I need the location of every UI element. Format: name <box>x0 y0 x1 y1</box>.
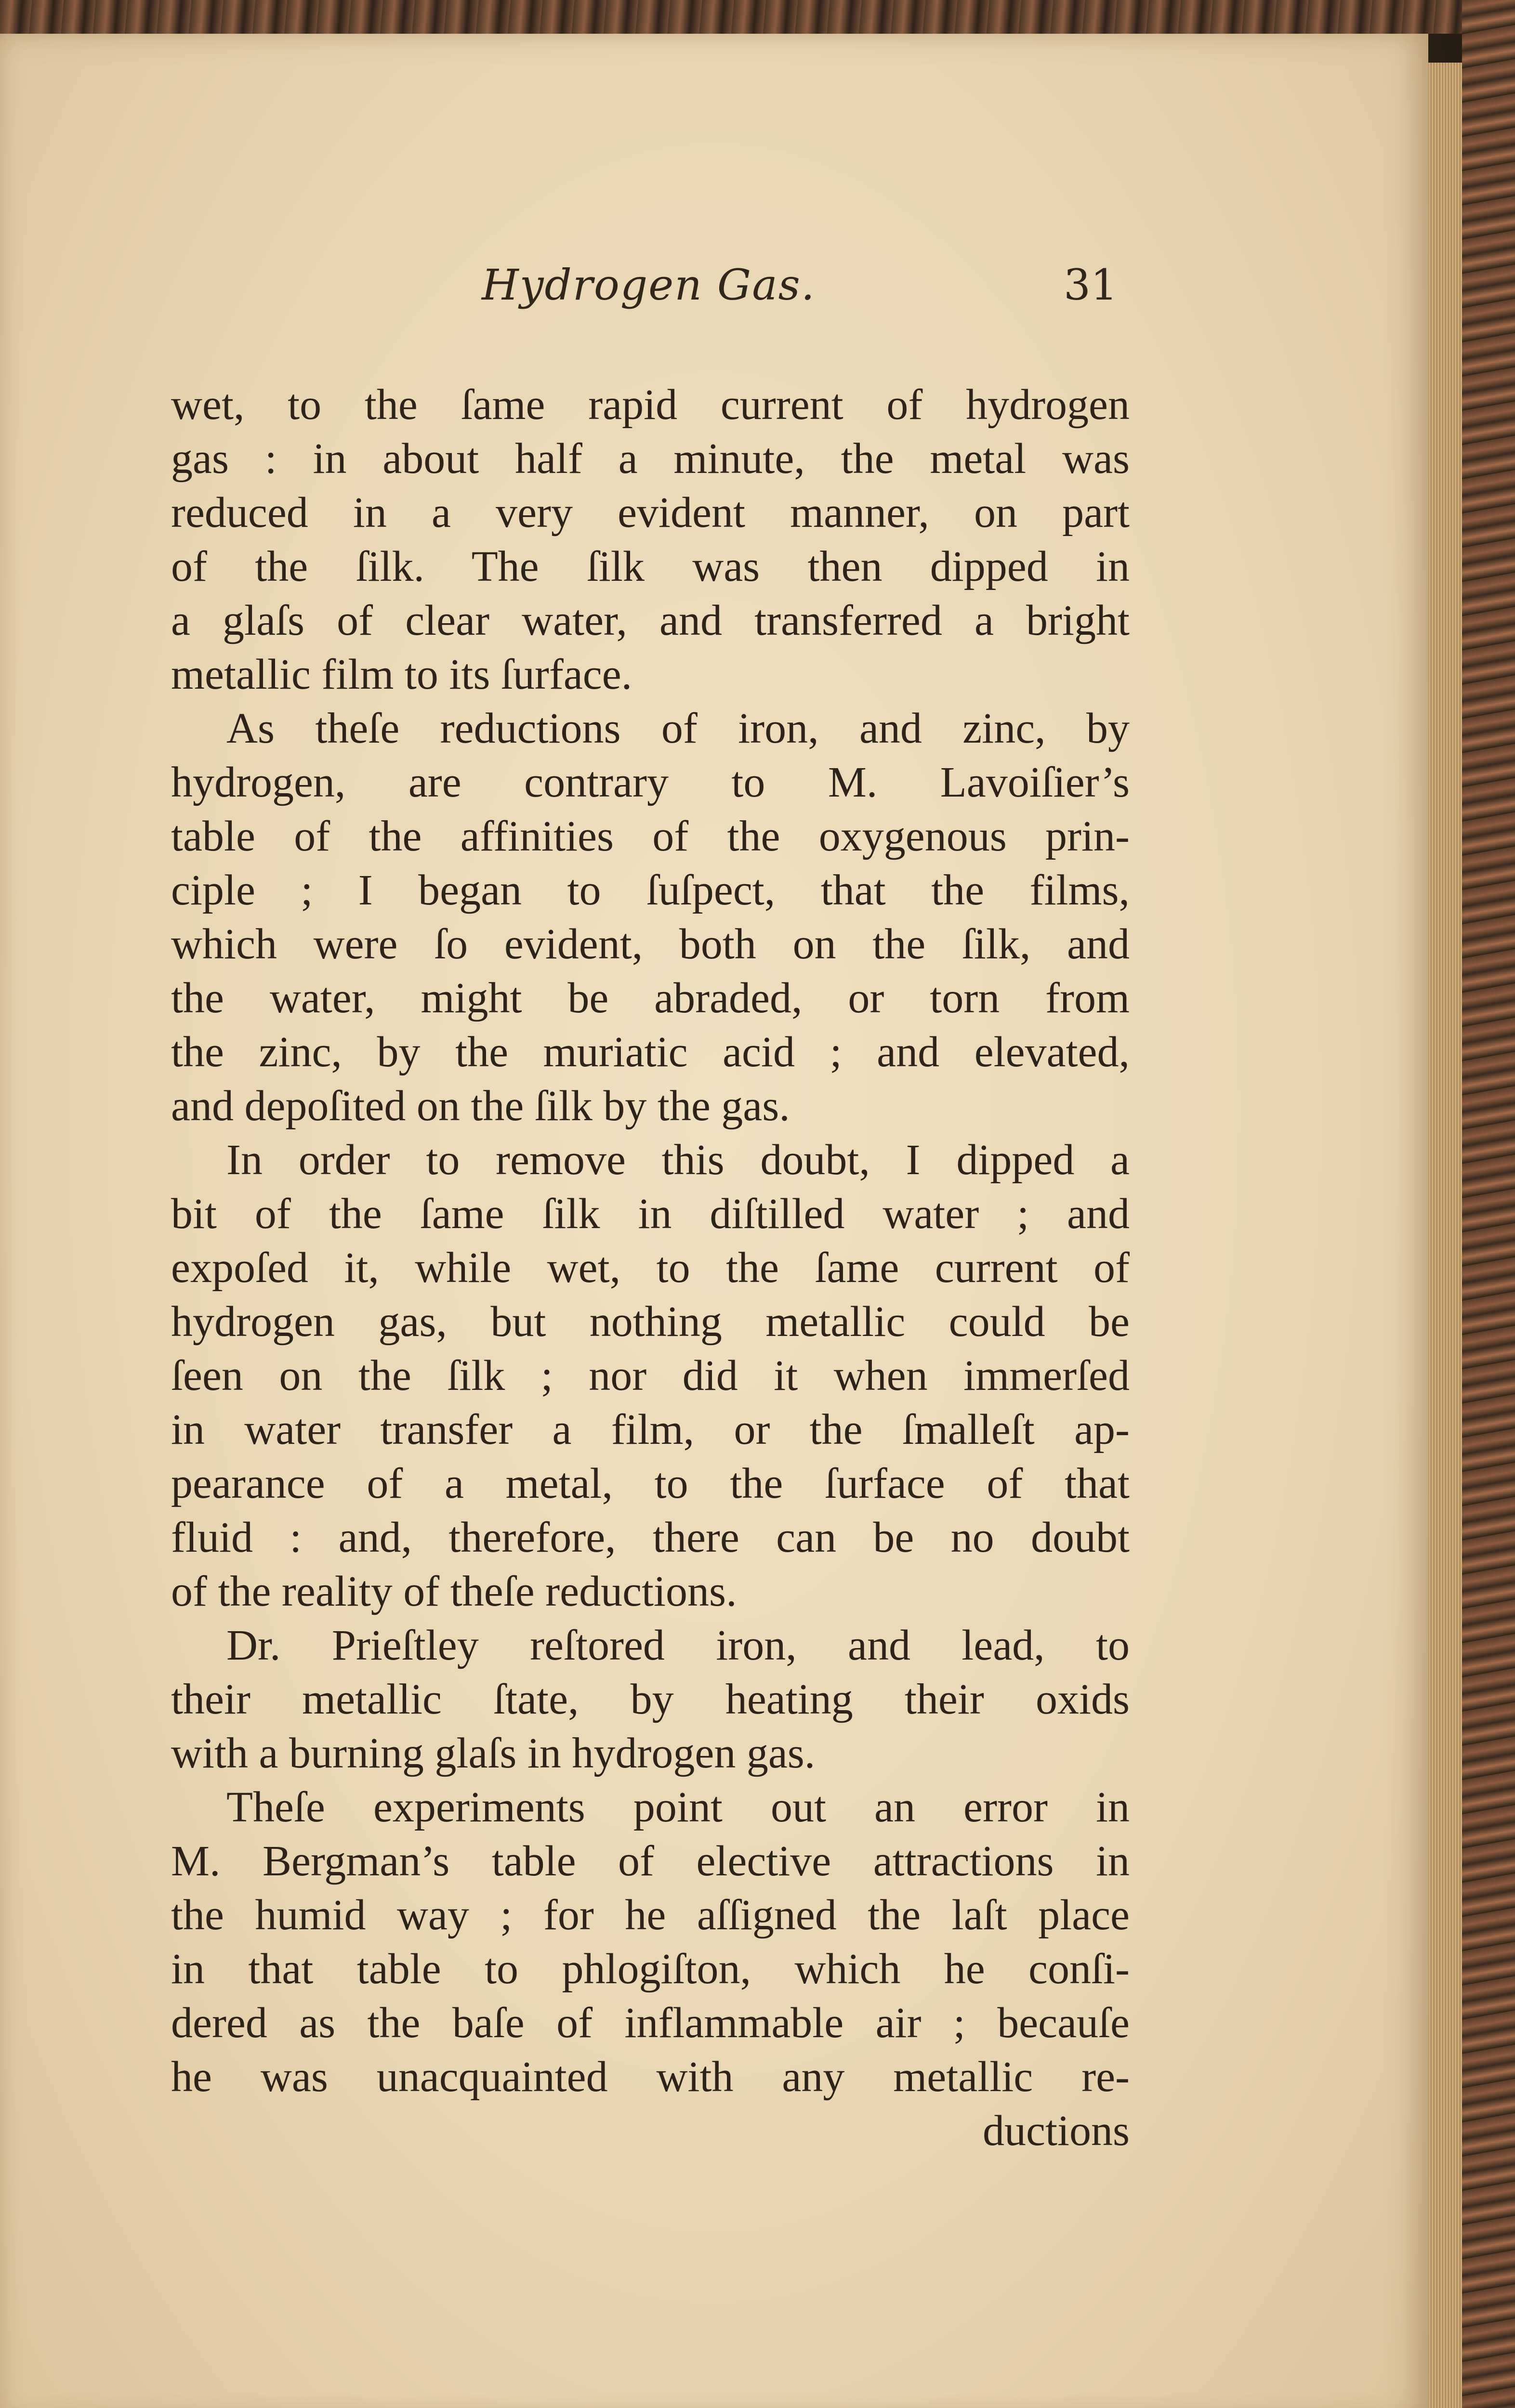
catchword: ductions <box>983 2107 1130 2155</box>
text-line: reduced in a very evident manner, on part <box>171 489 1130 537</box>
text-line: he was unacquainted with any metallic re- <box>171 2053 1130 2101</box>
text-line: ſeen on the ſilk ; nor did it when immerſed <box>171 1352 1130 1400</box>
text-line: the water, might be abraded, or torn from <box>171 974 1130 1022</box>
text-line: gas : in about half a minute, the metal was <box>171 435 1130 483</box>
text-line: bit of the ſame ſilk in diſtilled water ; and <box>171 1190 1130 1238</box>
text-line: expoſed it, while wet, to the ſame current of <box>171 1244 1130 1292</box>
text-line: table of the affinities of the oxygenous prin- <box>171 812 1130 860</box>
page-number: 31 <box>1064 260 1118 310</box>
text-line: in water transfer a film, or the ſmalleſt ap- <box>171 1406 1130 1453</box>
text-line: wet, to the ſame rapid current of hydrogen <box>171 381 1130 429</box>
text-line: the humid way ; for he aſſigned the laſt place <box>171 1891 1130 1939</box>
marbled-board-top <box>0 0 1515 34</box>
text-line: metallic film to its ſurface. <box>171 651 632 698</box>
text-line: their metallic ſtate, by heating their oxids <box>171 1675 1130 1723</box>
text-line: Theſe experiments point out an error in <box>226 1783 1130 1831</box>
text-line: with a burning glaſs in hydrogen gas. <box>171 1729 816 1777</box>
text-line: the zinc, by the muriatic acid ; and elevated, <box>171 1028 1130 1076</box>
text-line: of the ſilk. The ſilk was then dipped in <box>171 543 1130 590</box>
text-line: ciple ; I began to ſuſpect, that the films, <box>171 866 1130 914</box>
body-text <box>171 378 1130 2158</box>
text-line: in that table to phlogiſton, which he conſi- <box>171 1945 1130 1993</box>
text-line: pearance of a metal, to the ſurface of that <box>171 1460 1130 1507</box>
text-line: which were ſo evident, both on the ſilk, and <box>171 920 1130 968</box>
marbled-board-right <box>1462 0 1515 2408</box>
text-line: fluid : and, therefore, there can be no doubt <box>171 1514 1130 1561</box>
text-line: a glaſs of clear water, and transferred a bright <box>171 597 1130 644</box>
text-line: hydrogen gas, but nothing metallic could be <box>171 1298 1130 1346</box>
running-head <box>173 260 1118 318</box>
page-edges <box>1428 63 1462 2408</box>
text-line: hydrogen, are contrary to M. Lavoiſier’s <box>171 759 1130 806</box>
text-line: dered as the baſe of inflammable air ; becauſe <box>171 1999 1130 2047</box>
text-line: As theſe reductions of iron, and zinc, by <box>226 705 1130 752</box>
running-title: Hydrogen Gas. <box>482 260 816 310</box>
text-line: of the reality of theſe reductions. <box>171 1568 737 1615</box>
text-line: and depoſited on the ſilk by the gas. <box>171 1082 790 1130</box>
text-line: In order to remove this doubt, I dipped a <box>226 1136 1130 1184</box>
page-sheet <box>0 34 1428 2408</box>
text-line: M. Bergman’s table of elective attractions in <box>171 1837 1130 1885</box>
text-line: Dr. Prieſtley reſtored iron, and lead, to <box>226 1622 1130 1669</box>
